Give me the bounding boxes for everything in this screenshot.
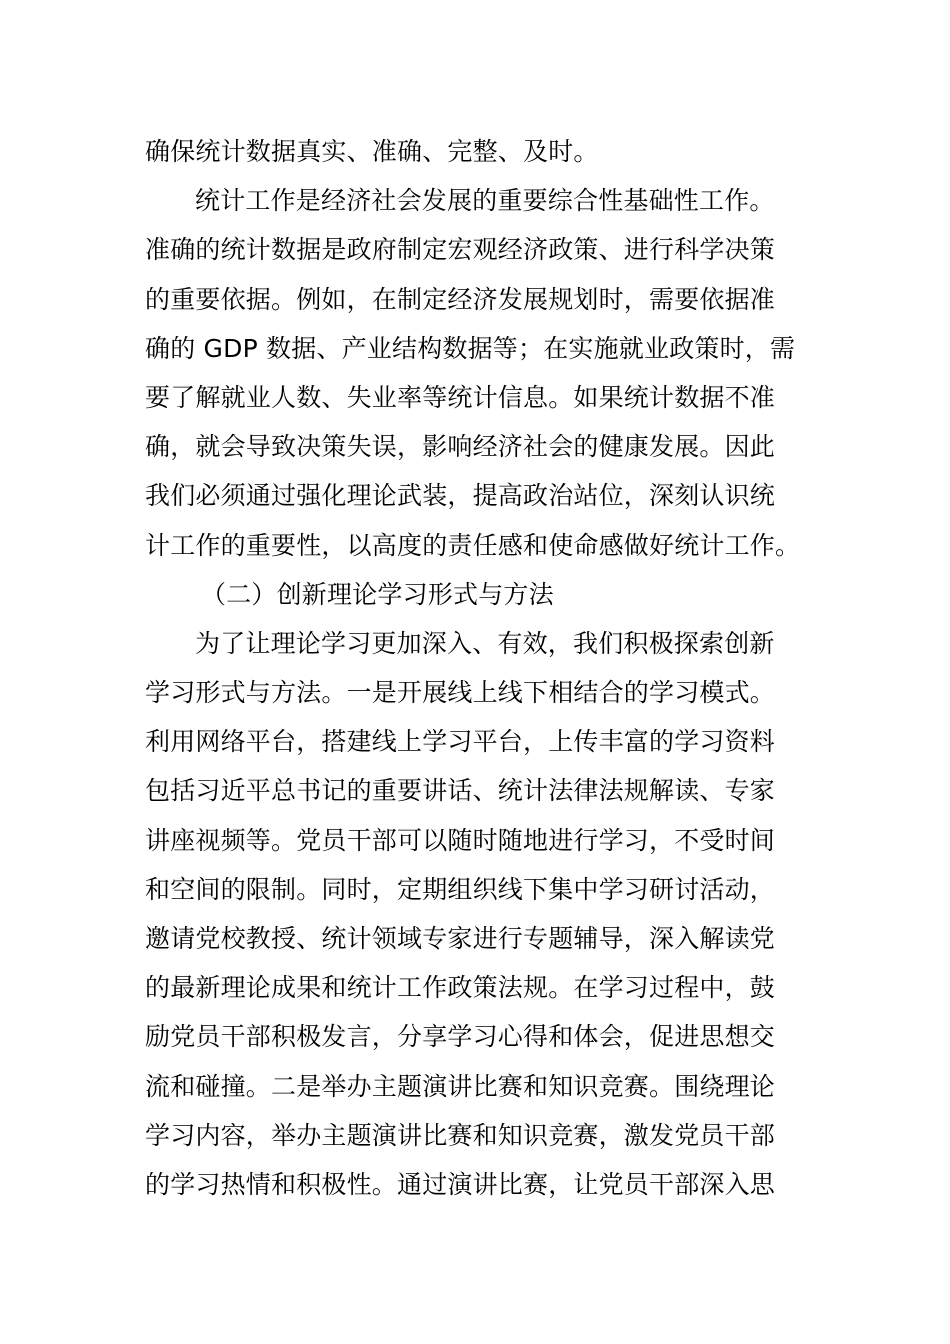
text-line: 确保统计数据真实、准确、完整、及时。 (145, 137, 599, 166)
paragraph-start-line: 统计工作是经济社会发展的重要综合性基础性工作。 (195, 186, 775, 216)
text-line: 学习内容，举办主题演讲比赛和知识竞赛，激发党员干部 (145, 1120, 776, 1150)
text-line: 我们必须通过强化理论武装，提高政治站位，深刻认识统 (145, 481, 776, 511)
text-line: 包括习近平总书记的重要讲话、统计法律法规解读、专家 (145, 776, 776, 806)
section-heading: （二）创新理论学习形式与方法 (201, 579, 554, 609)
text-line: 计工作的重要性，以高度的责任感和使命感做好统计工作。 (145, 530, 801, 560)
text-line: 流和碰撞。二是举办主题演讲比赛和知识竞赛。围绕理论 (145, 1071, 776, 1101)
text-line: 确，就会导致决策失误，影响经济社会的健康发展。因此 (145, 432, 776, 462)
text-line: 利用网络平台，搭建线上学习平台，上传丰富的学习资料 (145, 727, 776, 757)
text-line: 的重要依据。例如，在制定经济发展规划时，需要依据准 (145, 284, 776, 314)
text-line: 和空间的限制。同时，定期组织线下集中学习研讨活动， (145, 874, 776, 904)
text-line: 学习形式与方法。一是开展线上线下相结合的学习模式。 (145, 678, 776, 708)
paragraph-start-line: 为了让理论学习更加深入、有效，我们积极探索创新 (195, 628, 775, 658)
text-line: 励党员干部积极发言，分享学习心得和体会，促进思想交 (145, 1022, 776, 1052)
text-line: 的最新理论成果和统计工作政策法规。在学习过程中，鼓 (145, 973, 776, 1003)
text-line: 准确的统计数据是政府制定宏观经济政策、进行科学决策 (145, 235, 776, 265)
text-line: 邀请党校教授、统计领域专家进行专题辅导，深入解读党 (145, 924, 776, 953)
body-text (145, 127, 815, 1209)
text-line: 要了解就业人数、失业率等统计信息。如果统计数据不准 (145, 382, 776, 412)
text-line: 的学习热情和积极性。通过演讲比赛，让党员干部深入思 (145, 1169, 776, 1199)
text-line: 确的 GDP 数据、产业结构数据等；在实施就业政策时，需 (145, 333, 796, 363)
text-line: 讲座视频等。党员干部可以随时随地进行学习，不受时间 (145, 825, 776, 855)
